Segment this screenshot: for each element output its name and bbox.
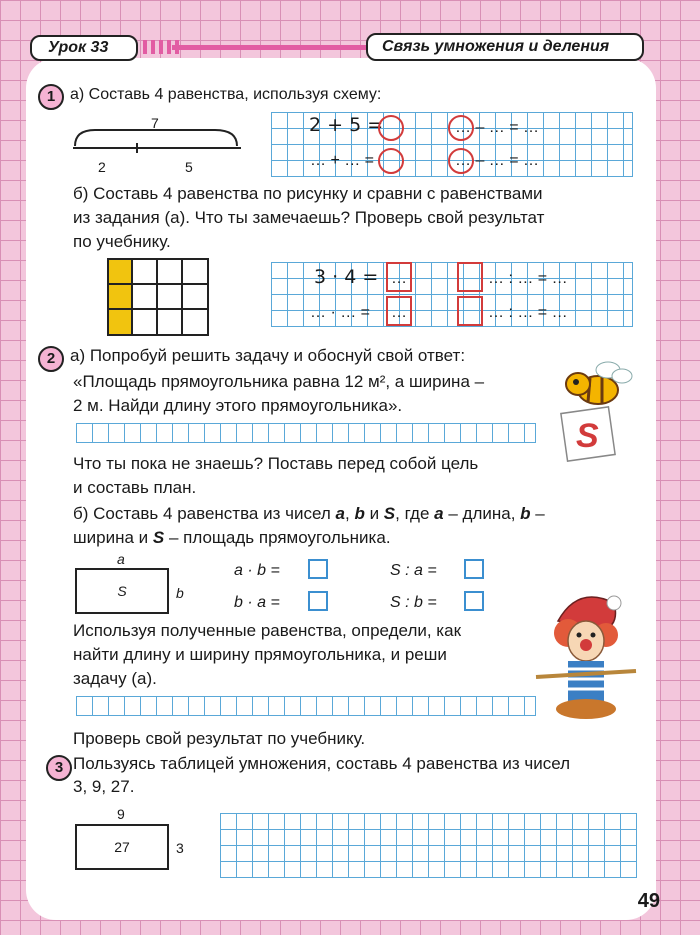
scheme-total: 7 (151, 115, 159, 131)
task1-b-line3: по учебнику. (73, 232, 171, 251)
written-equation-1: 2 + 5 = (309, 114, 384, 136)
task2-a-line1: а) Попробуй решить задачу и обоснуй свой ответ: (70, 346, 466, 365)
equation-3: b · a = (234, 594, 280, 611)
task2-check: Проверь свой результат по учебнику. (73, 729, 366, 748)
scheme-left: 2 (98, 159, 106, 175)
answer-box-4[interactable] (457, 296, 483, 326)
task1-b-line2: из задания (а). Что ты замечаешь? Проверь свой результат (73, 208, 545, 227)
row3-dots: … (391, 270, 407, 287)
equation-4: S : b = (390, 594, 437, 611)
bee-card-letter: S (576, 417, 599, 455)
lesson-badge (30, 35, 138, 61)
task2-a-line3: 2 м. Найди длину этого прямоугольника». (73, 396, 403, 415)
task2-use-line3: задачу (а). (73, 669, 157, 688)
task3-line2: 3, 9, 27. (73, 777, 135, 796)
rect-top-label: a (117, 551, 125, 567)
task1-a-text: а) Составь 4 равенства, используя схему: (70, 86, 382, 103)
answer-grid-3[interactable] (220, 813, 637, 878)
row1-right: … – … = … (455, 119, 540, 136)
eq3-answer-box[interactable] (308, 591, 328, 611)
topic-title: Связь умножения и деления (382, 38, 610, 55)
task-number-3: 3 (46, 755, 72, 781)
rect-side-label: b (176, 585, 184, 601)
task3-rect-center: 27 (114, 839, 130, 855)
equation-2: S : a = (390, 562, 437, 579)
written-equation-2: 3 · 4 = (314, 266, 379, 288)
task1-b-line1: б) Составь 4 равенства по рисунку и сравни с равенствами (73, 184, 543, 203)
task2-use-line1: Используя полученные равенства, определи, как (73, 621, 462, 640)
eq4-answer-box[interactable] (464, 591, 484, 611)
row2-right: … – … = … (455, 152, 540, 169)
page-number: 49 (637, 890, 660, 912)
answer-circle-1[interactable] (378, 115, 404, 141)
task-number-1: 1 (38, 84, 64, 110)
task2-a-line2: «Площадь прямоугольника равна 12 м², а ширина – (73, 372, 485, 391)
row4-right: … : … = … (488, 304, 568, 321)
lesson-label: Урок 33 (48, 39, 109, 56)
cell-grid-picture (107, 258, 209, 336)
rectangle-27 (75, 824, 169, 870)
task2-b-line2: ширина и S – площадь прямоугольника. (73, 528, 391, 547)
rect-center-label: S (117, 583, 127, 599)
row2-left: … + … = (310, 152, 375, 169)
answer-line-1[interactable] (76, 423, 536, 443)
task2-goal-line2: и составь план. (73, 478, 197, 497)
clown-illustration (528, 585, 642, 725)
task3-rect-top: 9 (117, 806, 125, 822)
header-strip (172, 45, 382, 50)
answer-circle-3[interactable] (378, 148, 404, 174)
answer-line-2[interactable] (76, 696, 536, 716)
scheme-right: 5 (185, 159, 193, 175)
row4-dots: … (391, 304, 407, 321)
topic-badge (366, 33, 644, 61)
task3-rect-side: 3 (176, 840, 184, 856)
task2-use-line2: найти длину и ширину прямоугольника, и реши (73, 645, 447, 664)
task-number-2: 2 (38, 346, 64, 372)
row3-right: … : … = … (488, 270, 568, 287)
task2-goal-line1: Что ты пока не знаешь? Поставь перед собой цель (73, 454, 479, 473)
eq2-answer-box[interactable] (464, 559, 484, 579)
eq1-answer-box[interactable] (308, 559, 328, 579)
row4-left: … · … = (310, 304, 371, 321)
rectangle-S (75, 568, 169, 614)
equation-1: a · b = (234, 562, 280, 579)
task3-line1: Пользуясь таблицей умножения, составь 4 равенства из чисел (73, 754, 571, 773)
task2-b-line1: б) Составь 4 равенства из чисел a, b и S, где a – длина, b – (73, 504, 545, 523)
answer-box-2[interactable] (457, 262, 483, 292)
